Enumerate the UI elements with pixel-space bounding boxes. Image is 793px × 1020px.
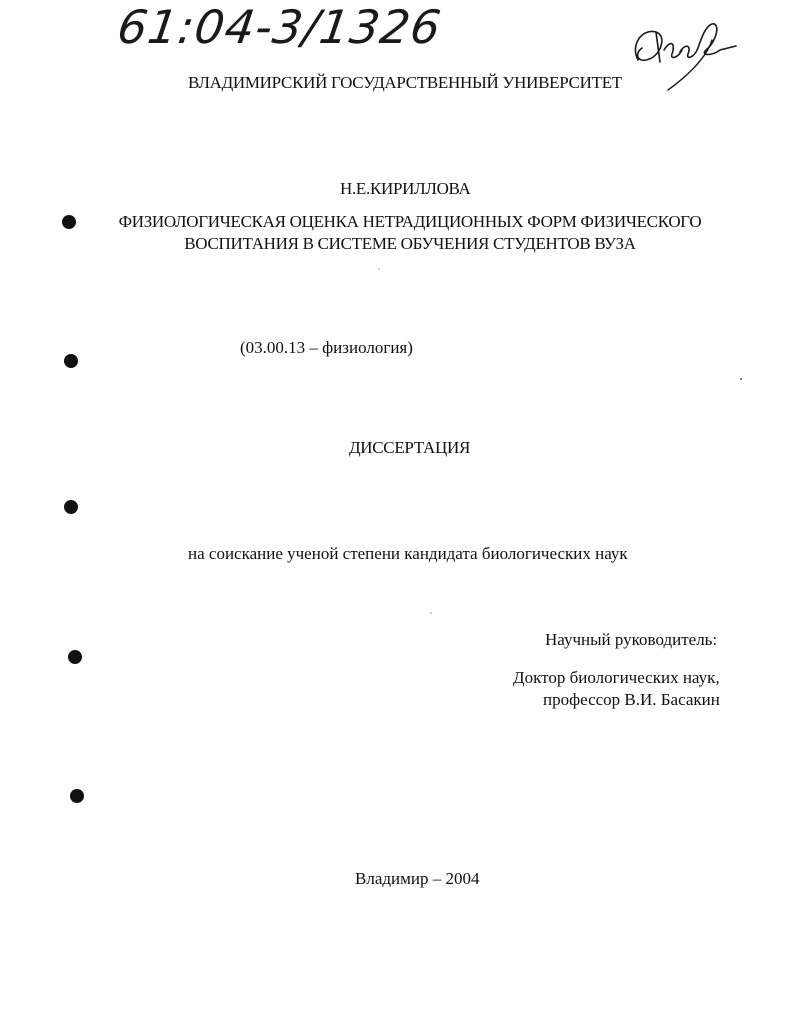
specialty-code: (03.00.13 – физиология) <box>240 338 413 357</box>
dissertation-title-line-2: ВОСПИТАНИЯ В СИСТЕМЕ ОБУЧЕНИЯ СТУДЕНТОВ ВУЗА <box>184 234 636 253</box>
degree-sought: на соискание ученой степени кандидата биологических наук <box>188 544 628 563</box>
binder-hole <box>62 215 76 229</box>
supervisor-label: Научный руководитель: <box>545 630 718 649</box>
scan-speck <box>740 378 742 380</box>
binder-hole <box>70 789 84 803</box>
scan-speck <box>430 612 432 614</box>
scan-speck <box>378 268 380 270</box>
binder-hole <box>64 500 78 514</box>
place-and-year: Владимир – 2004 <box>355 869 480 888</box>
handwritten-signature-icon <box>620 10 750 95</box>
supervisor-name: профессор В.И. Басакин <box>543 690 720 709</box>
university-name: ВЛАДИМИРСКИЙ ГОСУДАРСТВЕННЫЙ УНИВЕРСИТЕТ <box>188 73 622 92</box>
author-name: Н.Е.КИРИЛЛОВА <box>340 179 471 198</box>
binder-hole <box>68 650 82 664</box>
dissertation-title-line-1: ФИЗИОЛОГИЧЕСКАЯ ОЦЕНКА НЕТРАДИЦИОННЫХ ФОРМ ФИЗИЧЕСКОГО <box>118 212 702 231</box>
archive-code-handwritten: 61:04-3/1326 <box>114 0 445 54</box>
binder-hole <box>64 354 78 368</box>
document-type: ДИССЕРТАЦИЯ <box>349 438 471 457</box>
supervisor-degree: Доктор биологических наук, <box>513 668 720 687</box>
